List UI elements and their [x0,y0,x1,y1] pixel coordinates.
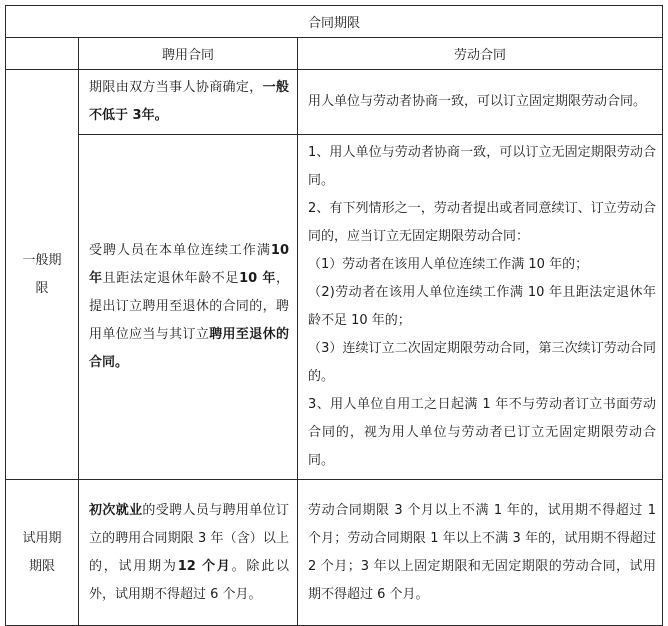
probation-text-a: 的受聘人员与聘用单位订立的聘用合同期限 3 年（含）以上的，试用期为 [89,502,289,574]
probation-label-line-1: 试用期 [22,530,62,546]
probation-bold-1: 初次就业 [89,502,143,518]
probation-label-line-2: 期限 [28,558,55,574]
general-min-labor: 用人单位与劳动者协商一致，可以订立固定期限劳动合同。 [298,70,663,135]
contract-term-table [5,5,663,626]
retire-text-c: 且距法定退休年龄不足 [102,271,240,286]
retire-bold-1: 10 年 [89,243,289,286]
general-min-row [6,70,663,135]
labor-clause: （2)劳动者在该用人单位连续工作满 10 年且距法定退休年龄不足 10 年的； [308,285,656,328]
labor-clause: 3、用人单位自用工之日起满 1 年不与劳动者订立书面劳动合同的，视为用人单位与劳动者已订立无固定期限劳动合同。 [308,397,656,468]
labor-clause: 2、有下列情形之一，劳动者提出或者同意续订、订立劳动合同的，应当订立无固定期限劳动合同： [308,201,656,244]
general-retire-row [6,135,663,480]
probation-employment [79,480,298,626]
probation-labor: 劳动合同期限 3 个月以上不满 1 年的，试用期不得超过 1 个月；劳动合同期限 1 年以上不满 3 年的，试用期不得超过 2 个月；3 年以上固定期限和无固定期限的劳动合同，试用期不得超过 6 个月。 [298,480,663,626]
retire-text-d: ，提出订立聘用至退休的合同的，聘用单位应当与其订立 [89,271,289,342]
probation-row [6,480,663,626]
probation-label [6,480,79,626]
labor-clause: （3）连续订立二次固定期限劳动合同，第三次续订劳动合同的。 [308,341,656,384]
retire-bold-2: 10 年 [239,271,276,286]
labor-clause: （1）劳动者在该用人单位连续工作满 10 年的； [308,257,589,272]
retire-bold-3: 聘用至退休的合同。 [89,327,289,370]
employment-header: 聘用合同 [79,38,298,70]
labor-header: 劳动合同 [298,38,663,70]
title-row [6,6,663,38]
general-min-employment-text: 期限由双方当事人协商确定， [89,80,263,95]
general-term-label [6,70,79,480]
probation-text-c: 。除此以外，试用期不得超过 6 个月。 [89,558,289,602]
general-min-employment-bold: 一般不低于 3年。 [89,80,289,123]
header-row [6,38,663,70]
general-label-line-2: 限 [35,280,49,296]
table-title: 合同期限 [6,6,663,38]
probation-bold-2: 12 个月 [177,558,232,574]
labor-clause: 1、用人单位与劳动者协商一致，可以订立无固定期限劳动合同。 [308,145,656,188]
retire-text-a: 受聘人员在本单位连续工作满 [89,243,271,258]
corner-cell [6,38,79,70]
general-min-employment [79,70,298,135]
general-label-line-1: 一般期 [22,252,62,268]
general-retire-employment [79,135,298,480]
general-retire-labor [298,135,663,480]
